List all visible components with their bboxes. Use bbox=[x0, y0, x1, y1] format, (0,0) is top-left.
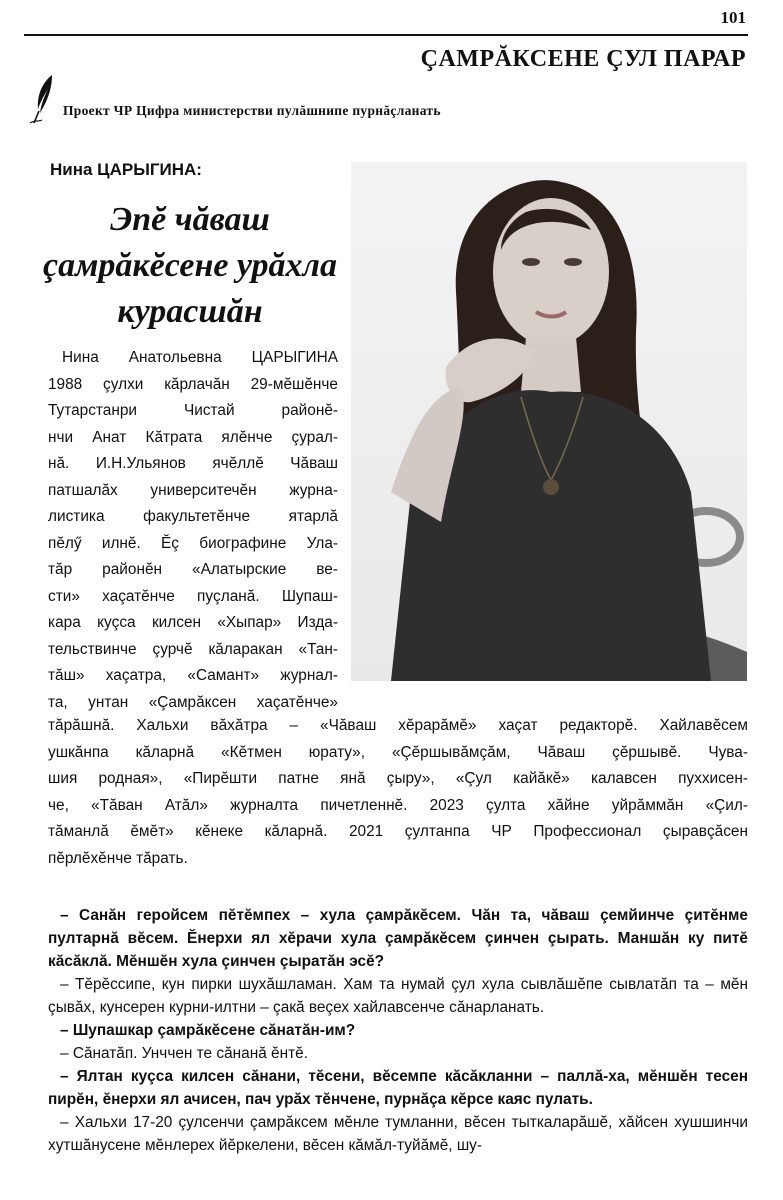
bio-line: тăш» хаçатра, «Самант» журнал- bbox=[48, 667, 338, 684]
bio-continuation bbox=[48, 713, 748, 872]
bio-line: нчи Анат Кăтрата ялĕнче çурал- bbox=[48, 428, 338, 446]
interview-section bbox=[48, 904, 748, 1157]
bio-line: пĕлӳ илнĕ. Ĕç биографине Ула- bbox=[48, 534, 338, 552]
bio-line: 1988 çулхи кăрлачăн 29-мĕшĕнче bbox=[48, 375, 338, 393]
page-number: 101 bbox=[720, 8, 746, 27]
bio-line: сти» хаçатĕнче пуçланă. Шупаш- bbox=[48, 587, 338, 605]
interview-question: – Санăн геройсем пĕтĕмпех – хула çамрăкĕсем. Чăн та, чăваш çемйинче çитĕнме пултарнă вĕсем. Ĕнерхи ял хĕрачи хула çамрăкĕсем çинчен çырать. Маншăн ку питĕ кăсăклă. Мĕншĕн хула çинчен çыратăн эсĕ? bbox=[48, 907, 748, 970]
headline-line: курасшăн bbox=[117, 293, 263, 330]
interview-question: – Ялтан куçса килсен сăнани, тĕсени, вĕсемпе кăсăкланни – паллă-ха, мĕншĕн тесен пирĕн, ĕнерхи ял ачисен, пач урăх тĕнчене, пурнăçа кĕрсе каяс пулать. bbox=[48, 1068, 748, 1108]
bio-line: Тутарстанри Чистай районĕ- bbox=[48, 402, 338, 419]
bio-line: ушкăнпа кăларнă «Кĕтмен юрату», «Çĕршывăмçăм, Чăваш çĕршывĕ. Чува- bbox=[48, 743, 748, 761]
bio-line: тăрăшнă. Хальхи вăхăтра – «Чăваш хĕрарăмĕ» хаçат редакторĕ. Хайлавĕсем bbox=[48, 717, 748, 734]
interview-question: – Шупашкар çамрăкĕсене сăнатăн-им? bbox=[60, 1022, 356, 1039]
interview-answer: – Хальхи 17-20 çулсенчи çамрăксем мĕнле тумланни, вĕсен тыткаларăшĕ, хăйсен хушшинчи хутшăнусене мĕнлерех йĕркелени, вĕсен кăмăл-туйăмĕ, шу- bbox=[48, 1114, 748, 1154]
bio-line: листика факультетĕнче ятарлă bbox=[48, 508, 338, 525]
bio-line: тăманлă ĕмĕт» кĕнеке кăларнă. 2021 çултанпа ЧР Профессионал çыравçăсен bbox=[48, 823, 748, 840]
headline-line: Эпĕ чăваш bbox=[110, 201, 270, 238]
project-line: Проект ЧР Цифра министерстви пулăшнипе пурнăçланать bbox=[63, 103, 441, 118]
bio-line: тельствинче çурчĕ кăларакан «Тан- bbox=[48, 640, 338, 658]
bio-line: кара куçса килсен «Хыпар» Изда- bbox=[48, 614, 338, 631]
interview-answer: – Сăнатăп. Унччен те сăнанă ĕнтĕ. bbox=[60, 1045, 308, 1062]
bio-line: та, унтан «Çамрăксен хаçатĕнче» bbox=[48, 693, 338, 711]
author-photo bbox=[351, 162, 747, 681]
bio-line: патшалăх университечĕн журна- bbox=[48, 481, 338, 499]
section-title: ÇAMРĂКСЕНЕ ÇУЛ ПАРАР bbox=[420, 46, 746, 72]
article-headline bbox=[40, 197, 340, 335]
bio-line: че, «Тăван Атăл» журналта пичетленнĕ. 2023 çулта хăйне уйрăммăн «Çил- bbox=[48, 796, 748, 814]
interview-answer: – Тĕрĕссипе, кун пирки шухăшламан. Хам та нумай çул хула сывлăшĕпе сывлатăп та – мĕн çывăх, кунсерен курни-илтни – çакă веçех хайлавсенче сăнарланать. bbox=[48, 976, 748, 1016]
bio-column bbox=[48, 345, 338, 716]
bio-line: нă. И.Н.Ульянов ячĕллĕ Чăваш bbox=[48, 455, 338, 472]
bio-line: тăр районĕн «Алатырские ве- bbox=[48, 561, 338, 578]
quill-icon bbox=[28, 73, 58, 125]
headline-line: çамрăкĕсене урăхла bbox=[43, 247, 337, 284]
author-name: Нина ЦАРЫГИНА: bbox=[50, 160, 202, 179]
bio-line: шия родная», «Пирĕшти патне янă çыру», «Çул кайăкĕ» калавсен пуххисен- bbox=[48, 770, 748, 787]
bio-line: Нина Анатольевна ЦАРЫГИНА bbox=[62, 349, 338, 366]
header-rule bbox=[24, 34, 748, 36]
bio-line: пĕрлĕхĕнче тăрать. bbox=[48, 849, 188, 867]
